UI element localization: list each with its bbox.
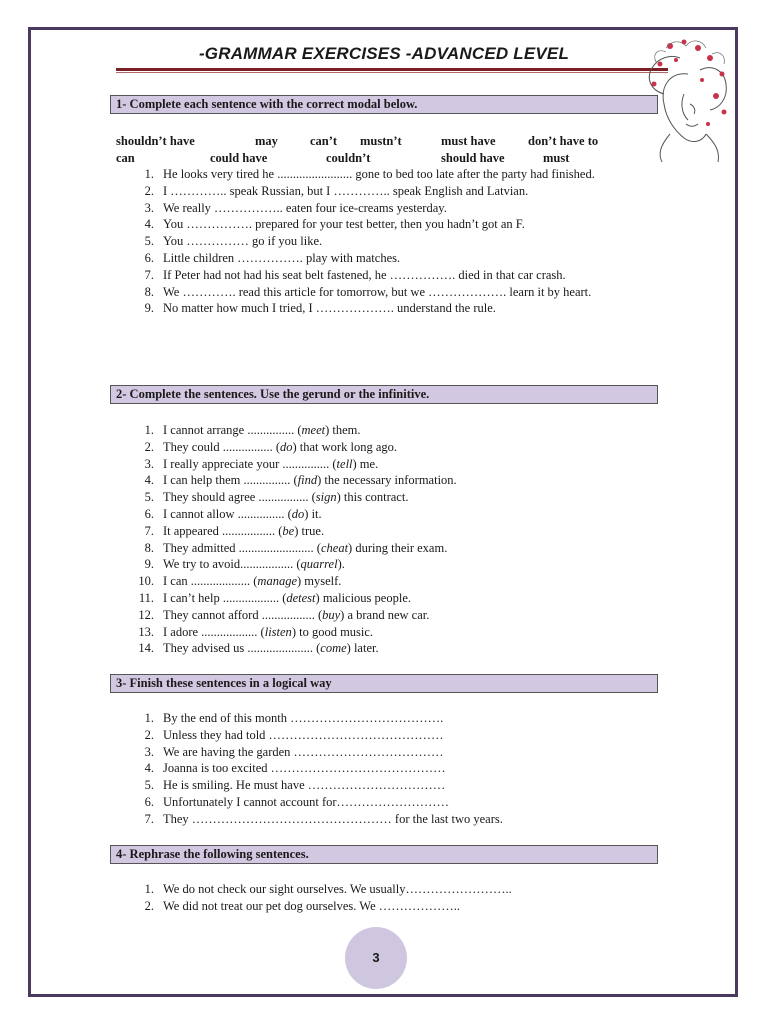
modal-can: can <box>116 151 135 165</box>
list-item: 13. I adore .................. (listen) to good music. <box>138 624 374 639</box>
list-item: 1. By the end of this month ………………………………. <box>144 711 444 725</box>
list-item: 6. Little children ……………. play with matches. <box>144 250 401 265</box>
list-item: 7. They ………………………………………… for the last two years. <box>144 811 503 826</box>
list-item: 3. We are having the garden ……………………………… <box>144 744 444 759</box>
modal-must: must <box>543 151 570 165</box>
list-item: 3. We really …………….. eaten four ice-creams yesterday. <box>144 200 447 215</box>
list-item: 9. No matter how much I tried, I ………………. understand the rule. <box>144 301 496 316</box>
modal-could-have: could have <box>210 151 268 165</box>
list-item: 6. Unfortunately I cannot account for……………………… <box>144 794 450 809</box>
modal-dont-have-to: don’t have to <box>528 134 599 148</box>
modal-may: may <box>255 134 278 148</box>
list-item: 5. They should agree ................ (sign) this contract. <box>144 490 409 505</box>
list-item: 3. I really appreciate your ............... (tell) me. <box>144 456 379 471</box>
modal-cant: can’t <box>310 134 338 148</box>
section-4-list <box>116 881 656 915</box>
modal-must-have: must have <box>441 134 496 148</box>
list-item: 8. They admitted ........................ (cheat) during their exam. <box>144 540 448 555</box>
section-2-heading: 2- Complete the sentences. Use the gerund or the infinitive. <box>110 385 658 404</box>
section-1-list <box>116 166 650 317</box>
list-item: 2. I ………….. speak Russian, but I ………….. speak English and Latvian. <box>144 183 529 198</box>
list-item: 5. He is smiling. He must have …………………………… <box>144 778 446 793</box>
section-2-list <box>116 422 656 657</box>
list-item: 4. Joanna is too excited …………………………………… <box>144 761 446 776</box>
list-item: 4. You ……………. prepared for your test better, then you hadn’t got an F. <box>144 217 525 232</box>
section-4-heading: 4- Rephrase the following sentences. <box>110 845 658 864</box>
list-item: 11. I can’t help .................. (detest) malicious people. <box>138 590 411 605</box>
modal-couldnt: couldn’t <box>326 151 371 165</box>
list-item: 7. It appeared ................. (be) true. <box>144 523 325 538</box>
list-item: 9. We try to avoid................. (quarrel). <box>144 557 345 572</box>
list-item: 7. If Peter had not had his seat belt fastened, he ……………. died in that car crash. <box>144 267 566 282</box>
section-3-heading: 3- Finish these sentences in a logical way <box>110 674 658 693</box>
list-item: 1. We do not check our sight ourselves. We usually…………………….. <box>144 882 512 896</box>
modal-should-have: should have <box>441 151 505 165</box>
list-item: 14. They advised us ..................... (come) later. <box>138 641 379 656</box>
list-item: 5. You …………… go if you like. <box>144 234 323 249</box>
list-item: 1. I cannot arrange ............... (meet) them. <box>144 423 361 437</box>
modal-mustnt: mustn’t <box>360 134 402 148</box>
list-item: 2. They could ................ (do) that work long ago. <box>144 439 397 454</box>
list-item: 2. Unless they had told …………………………………… <box>144 727 444 742</box>
list-item: 4. I can help them ............... (find) the necessary information. <box>144 473 457 488</box>
list-item: 12. They cannot afford ................. (buy) a brand new car. <box>138 607 430 622</box>
section-1-heading: 1- Complete each sentence with the correct modal below. <box>110 95 658 114</box>
page-number: 3 <box>345 927 407 989</box>
modal-shouldnt-have: shouldn’t have <box>116 134 195 148</box>
list-item: 6. I cannot allow ............... (do) it. <box>144 506 322 521</box>
list-item: 2. We did not treat our pet dog ourselves. We ……………….. <box>144 898 461 913</box>
list-item: 10. I can ................... (manage) myself. <box>138 574 342 589</box>
title-rule-thin <box>116 72 668 73</box>
page-title: -GRAMMAR EXERCISES -ADVANCED LEVEL <box>198 44 570 63</box>
list-item: 1. He looks very tired he ........................ gone to bed too late after the party had finished. <box>144 167 595 181</box>
list-item: 8. We …………. read this article for tomorrow, but we ………………. learn it by heart. <box>144 284 592 299</box>
section-3-list <box>116 710 656 828</box>
title-rule <box>116 68 668 71</box>
